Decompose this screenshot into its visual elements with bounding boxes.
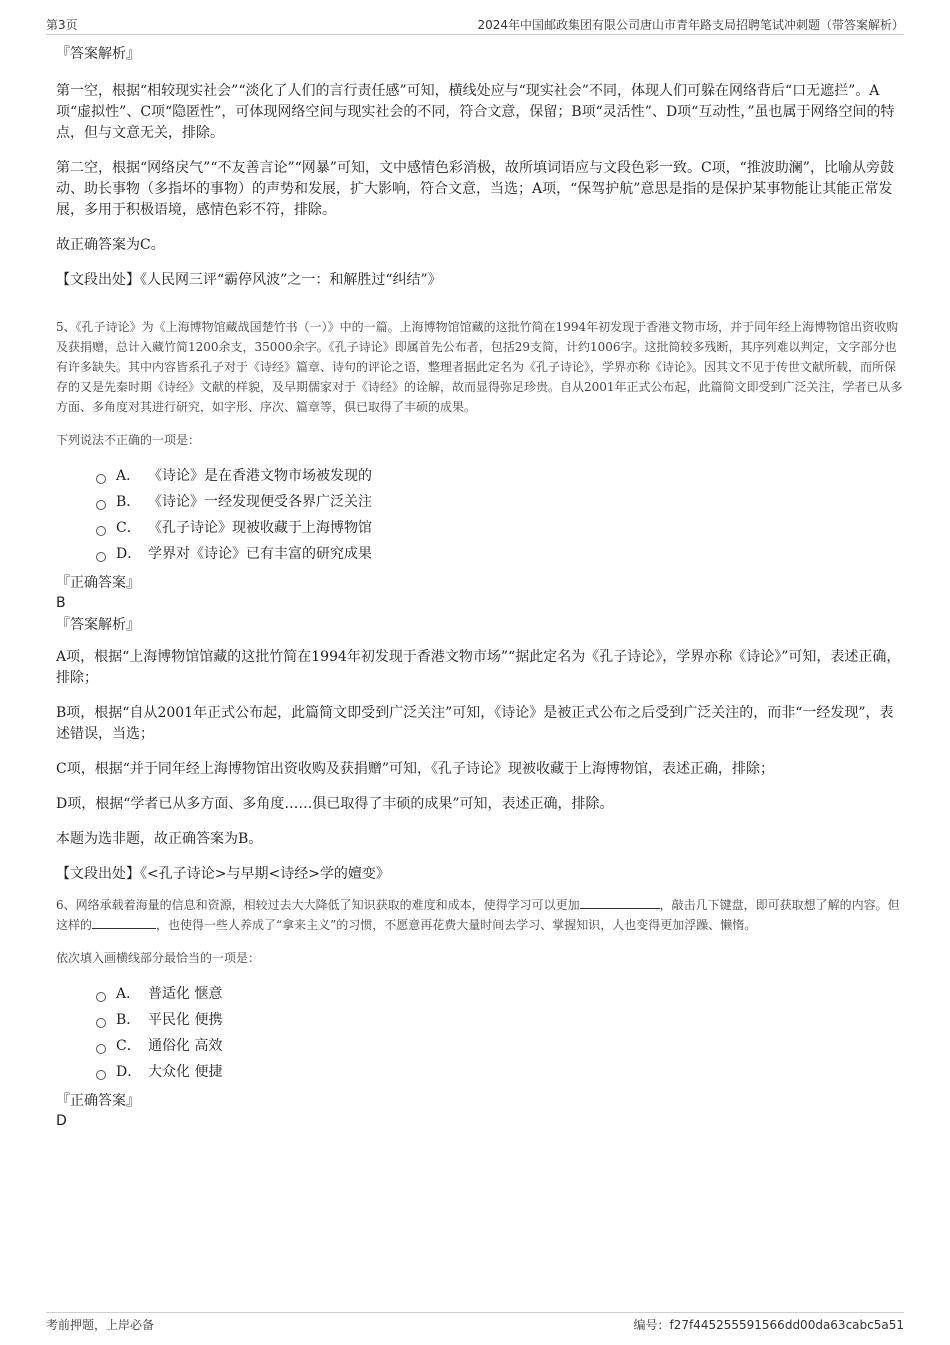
q5-analysis-conclusion: 本题为选非题，故正确答案为B。 — [56, 831, 263, 847]
q5-prompt: 下列说法不正确的一项是： — [56, 433, 201, 447]
radio-icon[interactable] — [96, 1018, 106, 1028]
q5-analysis-c: C项，根据“并于同年经上海博物馆出资收购及获捐赠”可知，《孔子诗论》现被收藏于上海博物馆，表述正确，排除； — [56, 761, 775, 777]
q5-source: 【文段出处】《<孔子诗论>与早期<诗经>学的嬗变》 — [56, 866, 390, 882]
document-body — [46, 44, 904, 1131]
q6-options — [96, 981, 904, 1085]
q5-option-d[interactable]: D． 学界对《诗论》已有丰富的研究成果 — [96, 541, 904, 567]
q4-analysis-para2: 第二空，根据“网络戾气”“不友善言论”“网暴”可知，文中感情色彩消极，故所填词语应与文段色彩一致。C项，“推波助澜”，比喻从旁鼓动、助长事物（多指坏的事物）的声势和发展，扩大影响，符合文意，当选；A项，“保驾护航”意思是指的是保护某事物能让其能正常发展，多用于积极语境，感情色彩不符，排除。 — [56, 160, 894, 218]
q6-correct-label: 『正确答案』 — [56, 1093, 140, 1109]
q6-correct-answer: D — [56, 1113, 67, 1129]
q6-stem: 6、网络承载着海量的信息和资源，相较过去大大降低了知识获取的难度和成本，使得学习可以更加 ，敲击几下键盘，即可获取想了解的内容。但这样的 ，也使得一些人养成了“拿来主义”的习惯，不愿意再花费大量时间去学习、掌握知识，人也变得更加浮躁、懒惰。 — [56, 898, 900, 932]
q5-option-c[interactable]: C． 《孔子诗论》现被收藏于上海博物馆 — [96, 515, 904, 541]
radio-icon[interactable] — [96, 474, 106, 484]
q5-options — [96, 463, 904, 567]
q4-analysis-para1: 第一空，根据“相较现实社会”“淡化了人们的言行责任感”可知，横线处应与“现实社会”不同，体现人们可躲在网络背后“口无遮拦”。A项“虚拟性”、C项“隐匿性”，可体现网络空间与现实社会的不同，符合文意，保留；B项“灵活性”、D项“互动性，”虽也属于网络空间的特点，但与文意无关，排除。 — [56, 83, 895, 141]
footer-slogan: 考前押题，上岸必备 — [46, 1318, 155, 1332]
q5-analysis-a: A项，根据“上海博物馆馆藏的这批竹简在1994年初发现于香港文物市场”“据此定名为《孔子诗论》，学界亦称《诗论》”可知，表述正确，排除； — [56, 649, 901, 686]
q4-source: 【文段出处】《人民网三评“霸停风波”之一：和解胜过“纠结”》 — [56, 272, 442, 288]
q6-option-a[interactable]: A． 普适化 惬意 — [96, 981, 904, 1007]
q5-correct-label: 『正确答案』 — [56, 575, 140, 591]
radio-icon[interactable] — [96, 1070, 106, 1080]
q5-stem: 5、《孔子诗论》为《上海博物馆藏战国楚竹书（一）》中的一篇。上海博物馆馆藏的这批竹简在1994年初发现于香港文物市场，并于同年经上海博物馆出资收购及获捐赠，总计入藏竹简1200余支，35000余字。《孔子诗论》即属首先公布者，包括29支简，计约1006字。这批简较多残断，其序列难以判定，文字部分也有许多缺失。其中内容皆系孔子对于《诗经》篇章、诗句的评论之语，整理者据此定名为《孔子诗论》，学界亦称《诗论》。因其文不见于传世文献所载，而所保存的又是先秦时期《诗经》文献的样貌，及早期儒家对于《诗经》的诠解，故而显得弥足珍贵。自从2001年正式公布起，此篇简文即受到广泛关注，学者已从多方面、多角度对其进行研究，如字形、序次、篇章等，俱已取得了丰硕的成果。 — [56, 320, 903, 414]
document-id: 编号：f27f445255591566dd00da63cabc5a51 — [633, 1318, 904, 1332]
q4-analysis-label: 『答案解析』 — [56, 46, 140, 62]
radio-icon[interactable] — [96, 500, 106, 510]
q6-option-c[interactable]: C． 通俗化 高效 — [96, 1033, 904, 1059]
radio-icon[interactable] — [96, 552, 106, 562]
q5-analysis-label: 『答案解析』 — [56, 617, 140, 633]
q6-option-d[interactable]: D． 大众化 便捷 — [96, 1059, 904, 1085]
q5-option-a[interactable]: A． 《诗论》是在香港文物市场被发现的 — [96, 463, 904, 489]
q5-analysis-b: B项，根据“自从2001年正式公布起，此篇简文即受到广泛关注”可知，《诗论》是被正式公布之后受到广泛关注的，而非“一经发现”，表述错误，当选； — [56, 705, 894, 742]
page-footer — [46, 1312, 904, 1333]
page-header — [46, 14, 904, 35]
page-number: 第3页 — [46, 18, 78, 32]
radio-icon[interactable] — [96, 526, 106, 536]
q6-blank-2 — [92, 916, 156, 929]
q4-analysis-conclusion: 故正确答案为C。 — [56, 237, 165, 253]
q5-analysis-d: D项，根据“学者已从多方面、多角度……俱已取得了丰硕的成果”可知，表述正确，排除。 — [56, 796, 614, 812]
document-title: 2024年中国邮政集团有限公司唐山市青年路支局招聘笔试冲刺题（带答案解析） — [477, 18, 904, 32]
q6-prompt: 依次填入画横线部分最恰当的一项是： — [56, 951, 261, 965]
q5-correct-answer: B — [56, 595, 66, 611]
radio-icon[interactable] — [96, 1044, 106, 1054]
q6-blank-1 — [580, 896, 660, 909]
q6-option-b[interactable]: B． 平民化 便携 — [96, 1007, 904, 1033]
radio-icon[interactable] — [96, 992, 106, 1002]
q5-option-b[interactable]: B． 《诗论》一经发现便受各界广泛关注 — [96, 489, 904, 515]
